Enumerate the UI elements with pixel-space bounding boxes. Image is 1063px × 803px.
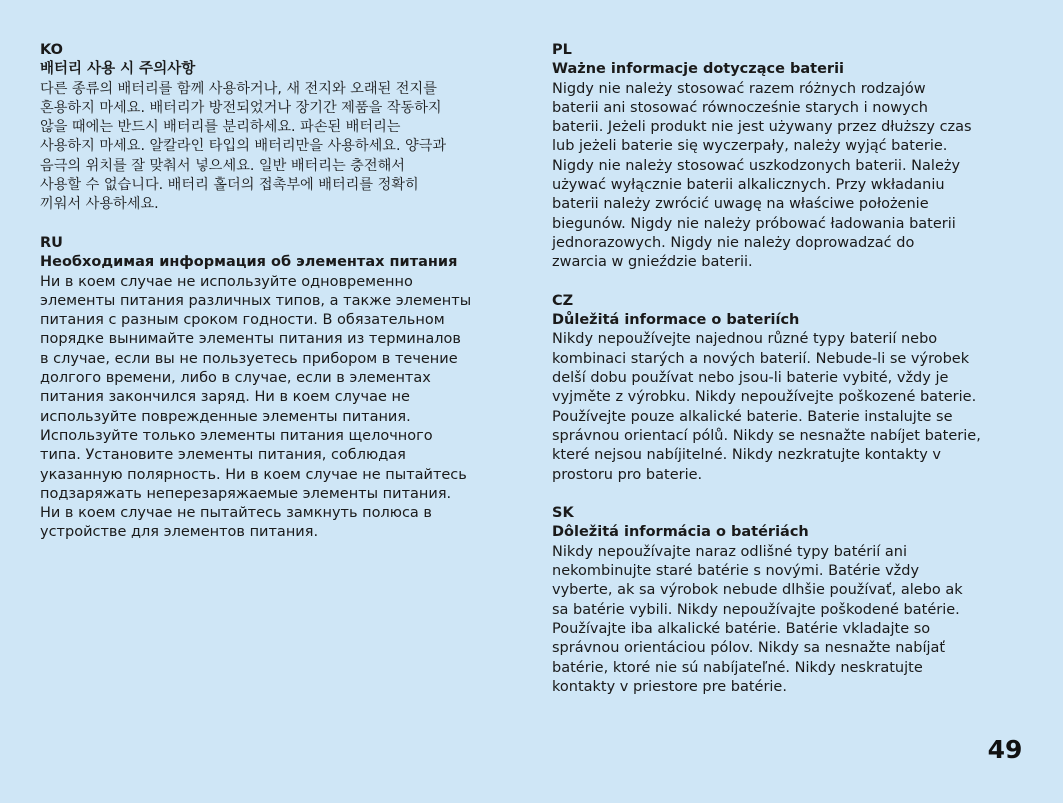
- text-line: delší dobu používat nebo jsou-li baterie vybité, vždy je: [552, 370, 949, 387]
- text-line: sa batérie vybili. Nikdy nepoužívajte poškodené batérie.: [552, 601, 960, 618]
- language-code-sk: SK: [552, 505, 574, 522]
- text-line: biegunów. Nigdy nie należy próbować ładowania baterii: [552, 215, 956, 232]
- section-ko: [40, 41, 520, 215]
- section-sk: [552, 504, 1032, 697]
- text-line: 사용할 수 없습니다. 배터리 홀더의 접촉부에 배터리를 정확히: [40, 177, 419, 194]
- text-line: jednorazowych. Nigdy nie należy doprowadzać do: [552, 234, 915, 251]
- text-line: Nikdy nepoužívejte najednou různé typy baterií nebo: [552, 331, 938, 348]
- text-line: správnou orientací pólů. Nikdy se nesnažte nabíjet baterie,: [552, 427, 981, 444]
- text-line: 다른 종류의 배터리를 함께 사용하거나, 새 전지와 오래된 전지를: [40, 80, 437, 97]
- section-title-sk: Dôležitá informácia o batériách: [552, 524, 809, 541]
- text-line: lub jeżeli baterie się wyczerpały, należy wyjąć baterie.: [552, 138, 948, 155]
- section-ru: [40, 234, 520, 543]
- language-code-pl: PL: [552, 42, 572, 58]
- text-line: nekombinujte staré batérie s novými. Batérie vždy: [552, 563, 920, 580]
- text-line: batérie, ktoré nie sú nabíjateľné. Nikdy neskratujte: [552, 659, 923, 676]
- section-title-ko: 배터리 사용 시 주의사항: [40, 61, 196, 78]
- text-line: baterii. Jeżeli produkt nie jest używany przez dłuższy czas: [552, 119, 972, 136]
- text-line: 끼워서 사용하세요.: [40, 196, 159, 213]
- text-line: указанную полярность. Ни в коем случае не пытайтесь: [40, 466, 467, 483]
- text-line: подзаряжать неперезаряжаемые элементы питания.: [40, 485, 452, 502]
- text-line: vyberte, ak sa výrobok nebude dlhšie používať, alebo ak: [552, 582, 963, 599]
- text-line: в случае, если вы не пользуетесь прибором в течение: [40, 350, 458, 367]
- section-body-sk: [552, 543, 1032, 697]
- section-title-cz: Důležitá informace o bateriích: [552, 312, 800, 329]
- text-line: které nejsou nabíjitelné. Nikdy nezkratujte kontakty v: [552, 447, 941, 464]
- text-line: Используйте только элементы питания щелочного: [40, 427, 433, 444]
- text-line: baterii należy zwrócić uwagę na właściwe położenie: [552, 196, 929, 213]
- section-title-ru: Необходимая информация об элементах питания: [40, 254, 458, 271]
- text-line: vyjměte z výrobku. Nikdy nepoužívejte poškozené baterie.: [552, 389, 977, 406]
- text-line: baterii ani stosować równocześnie starych i nowych: [552, 99, 928, 116]
- section-cz: [552, 292, 1032, 485]
- page-number: 49: [987, 735, 1023, 764]
- text-line: 음극의 위치를 잘 맞춰서 넣으세요. 일반 배터리는 충전해서: [40, 157, 406, 174]
- text-line: 혼용하지 마세요. 배터리가 방전되었거나 장기간 제품을 작동하지: [40, 99, 442, 116]
- section-title-pl: Ważne informacje dotyczące baterii: [552, 61, 845, 78]
- text-line: элементы питания различных типов, а также элементы: [40, 292, 472, 309]
- text-line: Používajte iba alkalické batérie. Batérie vkladajte so: [552, 620, 931, 637]
- text-line: Nigdy nie należy stosować razem różnych rodzajów: [552, 80, 926, 97]
- language-code-ru: RU: [40, 234, 63, 251]
- text-line: питания закончился заряд. Ни в коем случае не: [40, 389, 410, 406]
- language-code-cz: CZ: [552, 292, 574, 309]
- section-pl: [552, 41, 1032, 273]
- text-line: Ни в коем случае не используйте одновременно: [40, 273, 413, 290]
- left-column: [40, 41, 520, 543]
- text-line: prostoru pro baterie.: [552, 466, 703, 483]
- section-body-cz: [552, 330, 1032, 484]
- section-body-pl: [552, 80, 1032, 273]
- text-line: zwarcia w gnieździe baterii.: [552, 254, 753, 271]
- text-line: питания с разным сроком годности. В обязательном: [40, 312, 445, 329]
- text-line: kontakty v priestore pre batérie.: [552, 678, 787, 695]
- text-line: używać wyłącznie baterii alkalicznych. Przy wkładaniu: [552, 177, 945, 194]
- text-line: порядке вынимайте элементы питания из терминалов: [40, 331, 461, 348]
- text-line: 사용하지 마세요. 알칼라인 타입의 배터리만을 사용하세요. 양극과: [40, 138, 447, 155]
- text-line: Používejte pouze alkalické baterie. Baterie instalujte se: [552, 408, 953, 425]
- text-line: устройстве для элементов питания.: [40, 524, 319, 541]
- text-line: Ни в коем случае не пытайтесь замкнуть полюса в: [40, 505, 432, 522]
- text-line: Nikdy nepoužívajte naraz odlišné typy batérií ani: [552, 543, 908, 560]
- text-line: типа. Установите элементы питания, соблюдая: [40, 447, 406, 464]
- text-line: Nigdy nie należy stosować uszkodzonych baterii. Należy: [552, 157, 961, 174]
- language-code-ko: KO: [40, 42, 63, 58]
- text-line: správnou orientáciou pólov. Nikdy sa nesnažte nabíjať: [552, 640, 946, 657]
- text-line: kombinaci starých a nových baterií. Nebude-li se výrobek: [552, 350, 970, 367]
- section-body-ko: [40, 80, 520, 215]
- section-body-ru: [40, 273, 520, 543]
- right-column: [552, 41, 1032, 697]
- text-line: долгого времени, либо в случае, если в элементах: [40, 370, 431, 387]
- text-line: используйте поврежденные элементы питания.: [40, 408, 411, 425]
- text-line: 않을 때에는 반드시 배터리를 분리하세요. 파손된 배터리는: [40, 119, 401, 136]
